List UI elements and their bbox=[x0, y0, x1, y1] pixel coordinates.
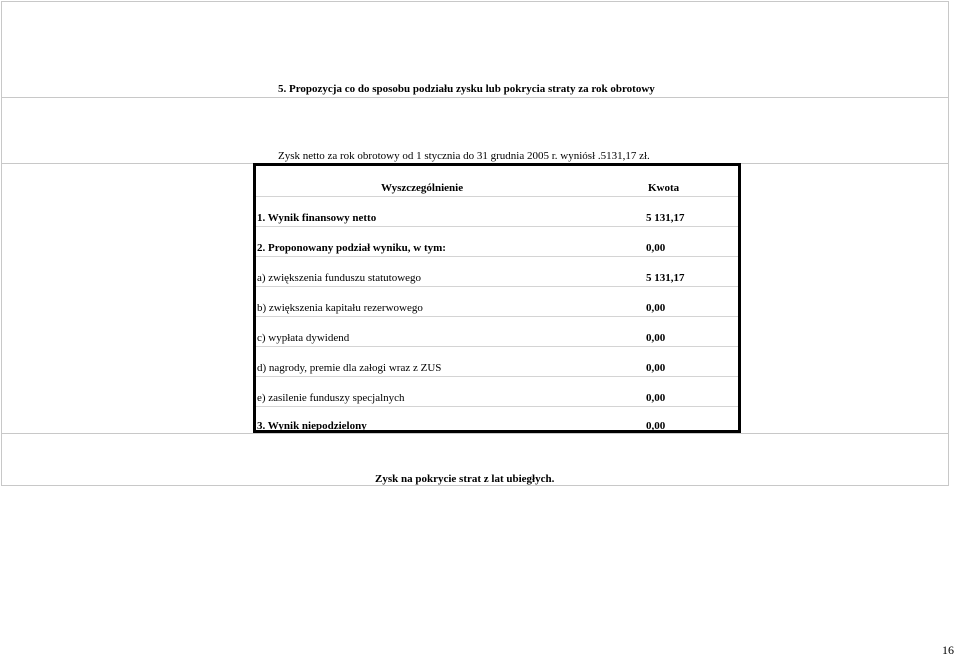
table-row bbox=[256, 404, 738, 434]
table-row bbox=[256, 376, 738, 406]
header-col-description: Wyszczególnienie bbox=[381, 182, 464, 194]
row-value: 0,00 bbox=[646, 332, 666, 344]
table-row bbox=[256, 286, 738, 316]
table-row bbox=[256, 256, 738, 286]
row-label: c) wypłata dywidend bbox=[257, 332, 350, 344]
table-row bbox=[256, 316, 738, 346]
footer-note: Zysk na pokrycie strat z lat ubiegłych. bbox=[375, 473, 555, 485]
intro-text: Zysk netto za rok obrotowy od 1 stycznia do 31 grudnia 2005 r. wyniósł .5131,17 zł. bbox=[278, 150, 650, 162]
table-row bbox=[256, 196, 738, 226]
row-label: e) zasilenie funduszy specjalnych bbox=[257, 392, 405, 404]
row-label: 2. Proponowany podział wyniku, w tym: bbox=[257, 242, 446, 254]
table-row bbox=[256, 226, 738, 256]
row-value: 0,00 bbox=[646, 302, 666, 314]
row-value: 5 131,17 bbox=[646, 212, 685, 224]
row-value: 5 131,17 bbox=[646, 272, 685, 284]
row-label: d) nagrody, premie dla załogi wraz z ZUS bbox=[257, 362, 442, 374]
row-value: 0,00 bbox=[646, 420, 666, 432]
row-value: 0,00 bbox=[646, 362, 666, 374]
row-label: 1. Wynik finansowy netto bbox=[257, 212, 377, 224]
distribution-table bbox=[253, 163, 741, 433]
grid-line bbox=[2, 97, 948, 98]
page-number: 16 bbox=[942, 643, 954, 657]
table-header bbox=[256, 166, 738, 196]
row-label: 3. Wynik niepodzielony bbox=[257, 420, 367, 432]
table-row bbox=[256, 346, 738, 376]
row-label: b) zwiększenia kapitału rezerwowego bbox=[257, 302, 423, 314]
row-value: 0,00 bbox=[646, 392, 666, 404]
row-label: a) zwiększenia funduszu statutowego bbox=[257, 272, 422, 284]
section-title: 5. Propozycja co do sposobu podziału zysku lub pokrycia straty za rok obrotowy bbox=[278, 83, 655, 95]
header-col-amount: Kwota bbox=[648, 182, 680, 194]
row-value: 0,00 bbox=[646, 242, 666, 254]
